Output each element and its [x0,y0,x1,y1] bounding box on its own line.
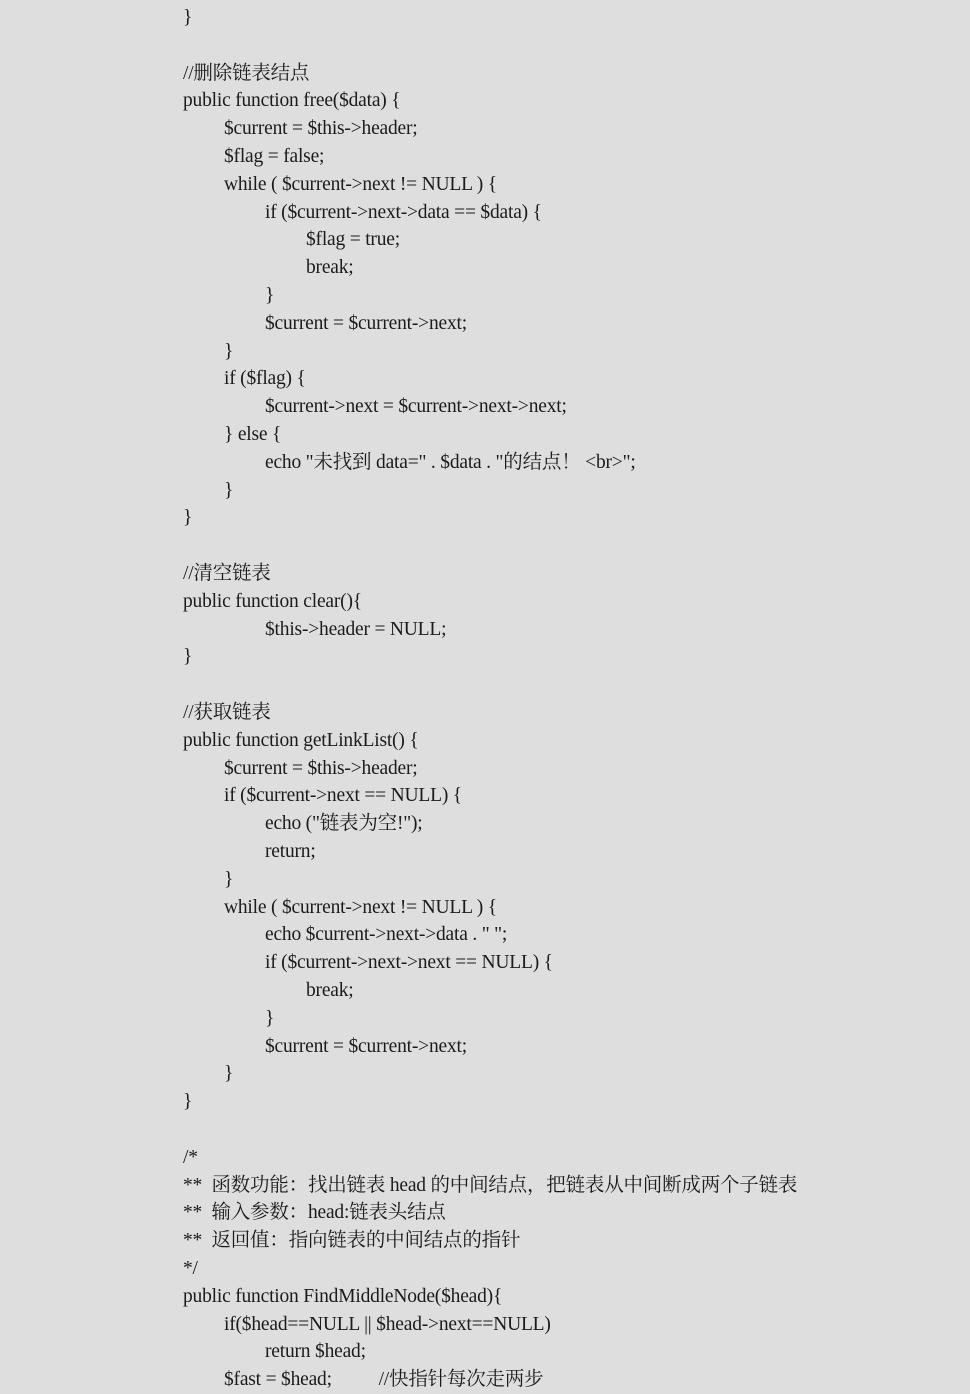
code-line: public function clear(){ [183,590,362,612]
code-line: $flag = true; [306,229,400,251]
code-line: $flag = false; [224,146,325,167]
code-line: } [183,7,193,28]
code-line: ** 函数功能：找出链表 head 的中间结点，把链表从中间断成两个子链表 [183,1174,798,1196]
code-line: } else { [224,424,282,445]
code-line: if($head==NULL || $head->next==NULL) [224,1313,551,1335]
code-line: if ($current->next == NULL) { [224,785,462,807]
code-line: } [183,1091,193,1113]
code-line: } [224,868,234,890]
code-line: */ [183,1258,198,1279]
code-line: //获取链表 [183,702,271,723]
code-line: echo "未找到 data=" . $data . "的结点！ <br>"; [265,451,636,473]
code-line: } [224,479,234,501]
code-line: } [265,1007,275,1029]
code-line: break; [306,980,354,1001]
code-line: public function FindMiddleNode($head){ [183,1285,503,1307]
code-line: if ($current->next->next == NULL) { [265,952,553,974]
code-line: } [183,507,193,529]
code-line: } [183,646,193,668]
code-line: ** 输入参数：head:链表头结点 [183,1202,446,1224]
code-line: $current = $this->header; [224,118,418,140]
code-line: $current->next = $current->next->next; [265,396,567,418]
code-line: $current = $this->header; [224,757,418,779]
code-line: if ($flag) { [224,368,306,390]
code-line: if ($current->next->data == $data) { [265,201,542,223]
code-line: echo $current->next->data . " "; [265,924,508,946]
code-line: while ( $current->next != NULL ) { [224,896,497,918]
code-line: } [224,340,234,362]
code-line: $current = $current->next; [265,312,467,334]
code-line: public function getLinkList() { [183,729,419,751]
code-line: /* [183,1146,198,1168]
code-line: return $head; [265,1341,366,1363]
code-line: $current = $current->next; [265,1035,467,1057]
code-line: $this->header = NULL; [265,618,447,640]
code-line: while ( $current->next != NULL ) { [224,173,497,195]
code-line: public function free($data) { [183,90,401,112]
code-line: } [265,285,275,306]
code-line: //删除链表结点 [183,62,310,84]
code-line: ** 返回值：指向链表的中间结点的指针 [183,1230,521,1252]
code-line: return; [265,841,316,862]
code-line: } [224,1063,234,1085]
code-line: break; [306,257,354,279]
code-line: $fast = $head; //快指针每次走两步 [224,1369,544,1391]
code-line: //清空链表 [183,563,271,584]
code-line: echo ("链表为空!"); [265,813,423,835]
